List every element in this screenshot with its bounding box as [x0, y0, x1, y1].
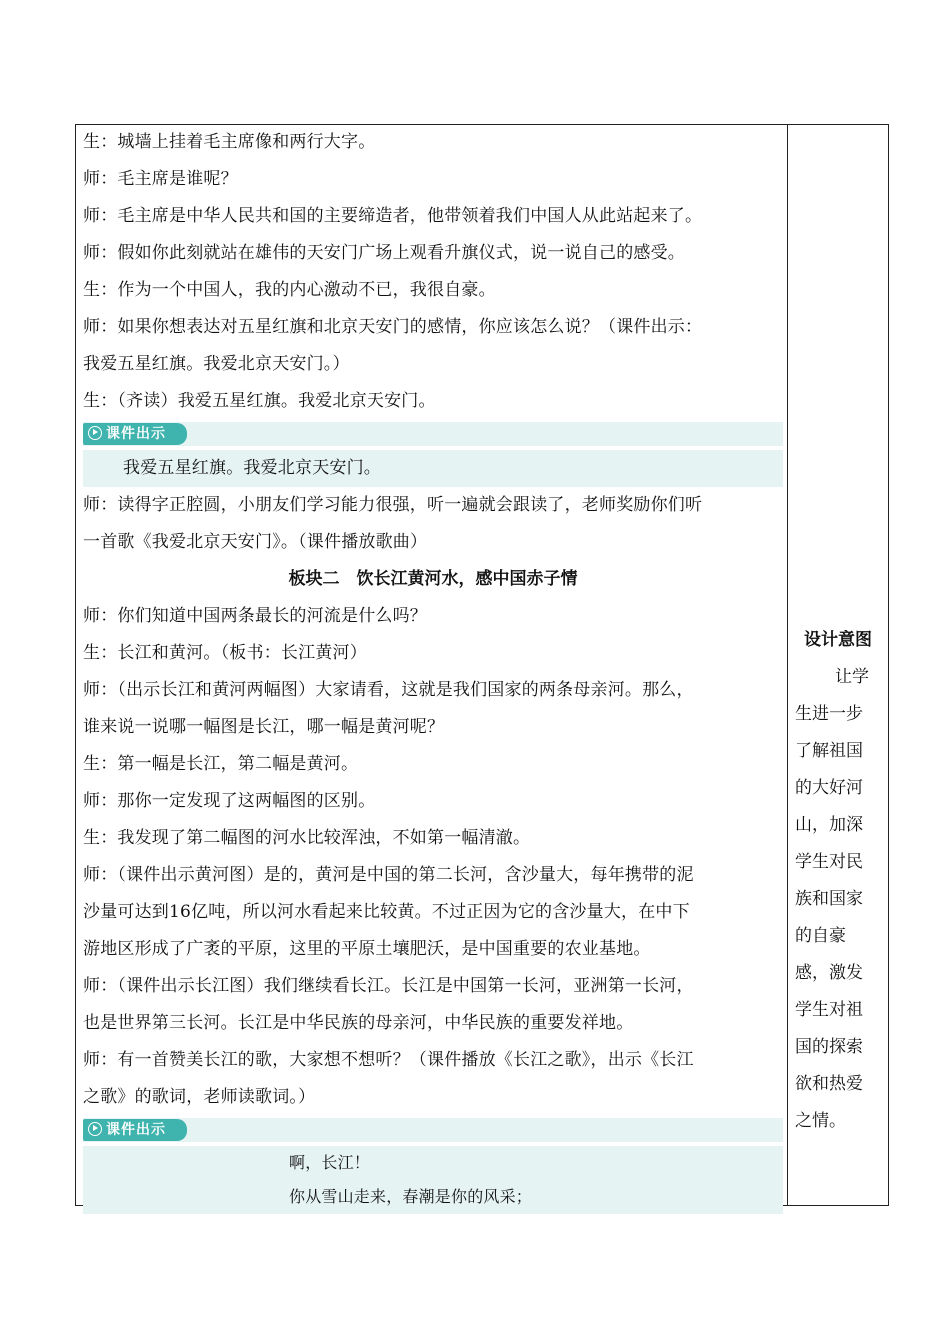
courseware-box: [83, 450, 783, 487]
play-icon: [88, 426, 102, 440]
dialogue-line: 师：（课件出示黄河图）是的，黄河是中国的第二长河，含沙量大，每年携带的泥: [83, 865, 694, 885]
lesson-content: [83, 124, 783, 1214]
dialogue-line: 生：城墙上挂着毛主席像和两行大字。: [83, 132, 376, 152]
dialogue-line: 我爱五星红旗。我爱北京天安门。）: [83, 354, 350, 374]
design-intent-line: 感，激发: [795, 963, 863, 983]
dialogue-line: 生：我发现了第二幅图的河水比较浑浊，不如第一幅清澈。: [83, 828, 531, 848]
design-intent-line: 让学: [835, 667, 869, 687]
dialogue-line: 师：你们知道中国两条最长的河流是什么吗？: [83, 606, 427, 626]
dialogue-line: 之歌》的歌词，老师读歌词。）: [83, 1087, 316, 1107]
design-intent-line: 族和国家: [795, 889, 863, 909]
design-intent-line: 生进一步: [795, 704, 863, 724]
design-intent-line: 学生对民: [795, 852, 863, 872]
section-heading: 板块二 饮长江黄河水，感中国赤子情: [288, 569, 578, 589]
column-divider: [787, 124, 788, 1206]
dialogue-line: 生：第一幅是长江，第二幅是黄河。: [83, 754, 359, 774]
dialogue-line: 生：长江和黄河。（板书：长江黄河）: [83, 643, 367, 663]
design-intent-line: 之情。: [795, 1111, 846, 1131]
design-intent-line: 国的探索: [795, 1037, 863, 1057]
design-intent-line: 的自豪: [795, 926, 846, 946]
design-intent-line: 学生对祖: [795, 1000, 863, 1020]
lyrics-line: 啊，长江！: [289, 1153, 371, 1172]
courseware-banner: [83, 1118, 783, 1142]
lyrics-line: 你从雪山走来，春潮是你的风采；: [289, 1187, 533, 1206]
design-intent-line: 了解祖国: [795, 741, 863, 761]
dialogue-line: 师：假如你此刻就站在雄伟的天安门广场上观看升旗仪式，说一说自己的感受。: [83, 243, 685, 263]
dialogue-line: 师：（课件出示长江图）我们继续看长江。长江是中国第一长河，亚洲第一长河，: [83, 976, 694, 996]
design-intent-title: 设计意图: [804, 630, 872, 650]
dialogue-line: 师：如果你想表达对五星红旗和北京天安门的感情，你应该怎么说？（课件出示：: [83, 317, 703, 337]
dialogue-line: 师：那你一定发现了这两幅图的区别。: [83, 791, 376, 811]
dialogue-line: 生：作为一个中国人，我的内心激动不已，我很自豪。: [83, 280, 496, 300]
courseware-tag: 课件出示: [83, 423, 187, 445]
dialogue-line: 沙量可达到16亿吨，所以河水看起来比较黄。不过正因为它的含沙量大，在中下: [83, 902, 690, 922]
dialogue-line: 游地区形成了广袤的平原，这里的平原土壤肥沃，是中国重要的农业基地。: [83, 939, 651, 959]
courseware-text: 我爱五星红旗。我爱北京天安门。: [123, 458, 381, 478]
courseware-tag: 课件出示: [83, 1119, 187, 1141]
design-intent: [789, 622, 887, 1140]
play-icon: [88, 1122, 102, 1136]
dialogue-line: 师：读得字正腔圆，小朋友们学习能力很强，听一遍就会跟读了，老师奖励你们听: [83, 495, 703, 515]
dialogue-line: 谁来说一说哪一幅图是长江，哪一幅是黄河呢？: [83, 717, 445, 737]
dialogue-line: 师：有一首赞美长江的歌，大家想不想听？（课件播放《长江之歌》，出示《长江: [83, 1050, 694, 1070]
lyrics-box: [83, 1146, 783, 1214]
dialogue-line: 师：毛主席是中华人民共和国的主要缔造者，他带领着我们中国人从此站起来了。: [83, 206, 703, 226]
design-intent-line: 的大好河: [795, 778, 863, 798]
design-intent-line: 欲和热爱: [795, 1074, 863, 1094]
dialogue-line: 师：毛主席是谁呢？: [83, 169, 238, 189]
dialogue-line: 也是世界第三长河。长江是中华民族的母亲河，中华民族的重要发祥地。: [83, 1013, 634, 1033]
dialogue-line: 生：（齐读）我爱五星红旗。我爱北京天安门。: [83, 391, 436, 411]
dialogue-line: 师：（出示长江和黄河两幅图）大家请看，这就是我们国家的两条母亲河。那么，: [83, 680, 694, 700]
design-intent-line: 山，加深: [795, 815, 863, 835]
courseware-banner: [83, 422, 783, 446]
dialogue-line: 一首歌《我爱北京天安门》。（课件播放歌曲）: [83, 532, 428, 552]
